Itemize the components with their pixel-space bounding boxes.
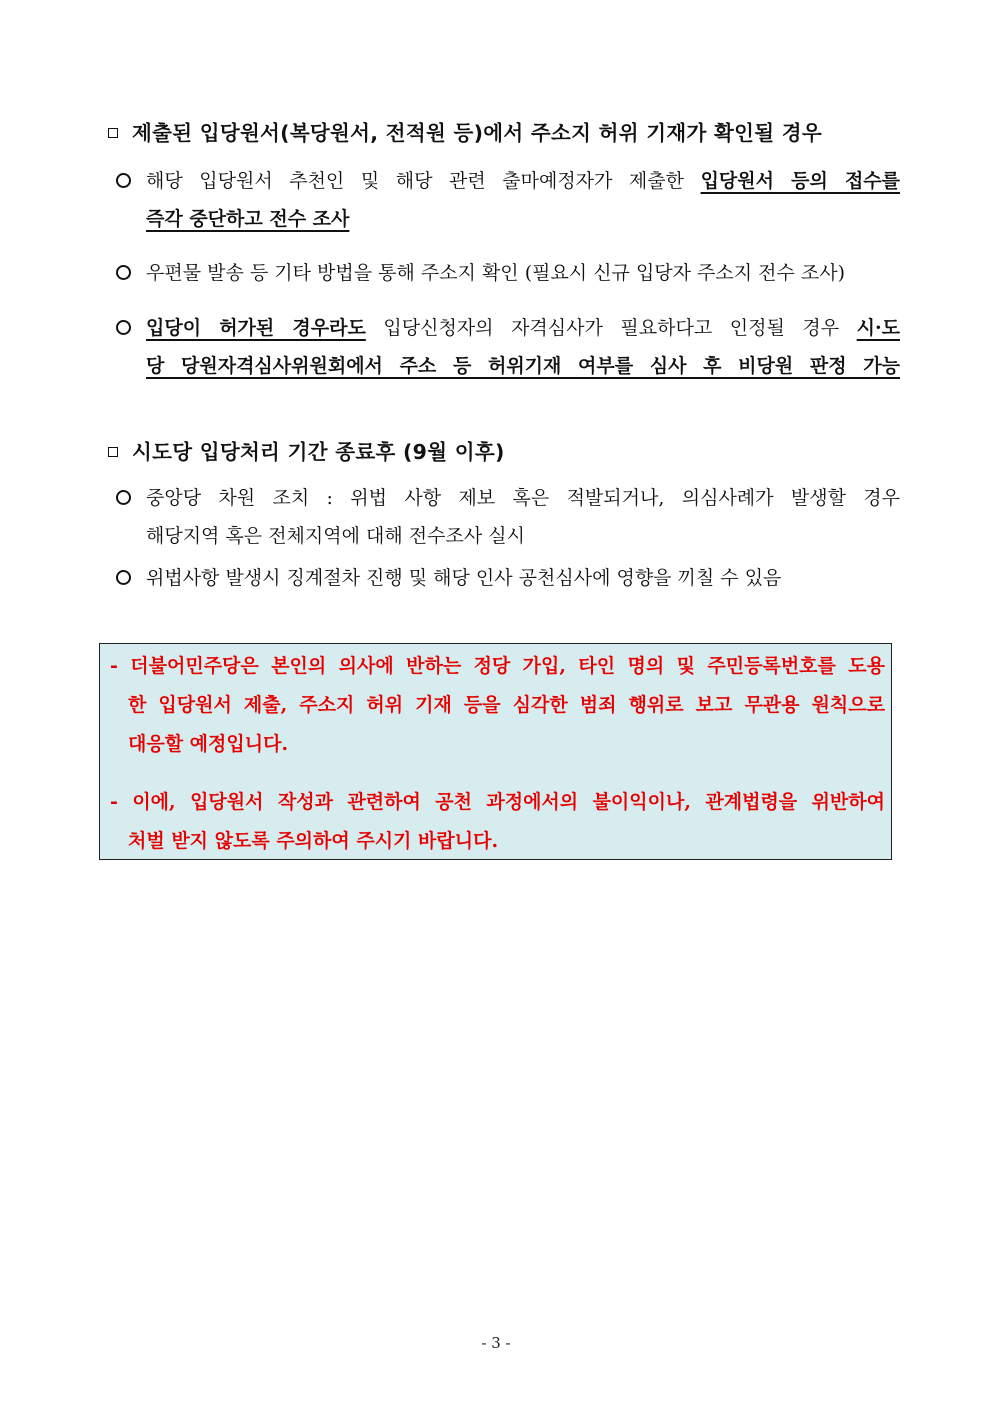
- circle-bullet-icon: [116, 320, 131, 335]
- circle-bullet-icon: [116, 570, 131, 585]
- notice-paragraph-zero-tolerance: [110, 647, 885, 764]
- notice-paragraph-caution: [110, 783, 885, 861]
- notice-line: 대응할 예정입니다.: [128, 733, 289, 755]
- section-heading-text: 시도당 입당처리 기간 종료후 (9월 이후): [132, 440, 505, 464]
- circle-bullet-icon: [116, 173, 131, 188]
- bullet-text: 중앙당 차원 조치 : 위법 사항 제보 혹은 적발되거나, 의심사례가 발생할 경우: [146, 487, 900, 509]
- section-heading-address-false-entry: [108, 116, 908, 146]
- warning-notice-box: [99, 643, 892, 860]
- bullet-text: 해당 입당원서 추천인 및 해당 관련 출마예정자가 제출한: [146, 170, 701, 192]
- bullet-text: 위법사항 발생시 징계절차 진행 및 해당 인사 공천심사에 영향을 끼칠 수 있음: [146, 567, 782, 589]
- checkbox-square-icon: [108, 447, 118, 457]
- bullet-text: 해당지역 혹은 전체지역에 대해 전수조사 실시: [146, 525, 525, 547]
- bullet-text: 우편물 발송 등 기타 방법을 통해 주소지 확인 (필요시 신규 입당자 주소지 전수 조사): [146, 262, 846, 284]
- bullet-item-qualification-review: [116, 309, 900, 385]
- section-heading-after-period: [108, 435, 908, 465]
- notice-line: 한 입당원서 제출, 주소지 허위 기재 등을 심각한 범죄 행위로 보고 무관용 원칙으로: [128, 694, 885, 716]
- section-heading-text: 제출된 입당원서(복당원서, 전적원 등)에서 주소지 허위 기재가 확인될 경우: [132, 121, 823, 145]
- circle-bullet-icon: [116, 265, 131, 280]
- bullet-emphasis: 즉각 중단하고 전수 조사: [146, 208, 350, 230]
- checkbox-square-icon: [108, 128, 118, 138]
- bullet-emphasis: 당 당원자격심사위원회에서 주소 등 허위기재 여부를 심사 후 비당원 판정 가능: [146, 355, 900, 377]
- bullet-emphasis: 시·도: [856, 317, 900, 339]
- bullet-text: 입당신청자의 자격심사가 필요하다고 인정될 경우: [365, 317, 857, 339]
- bullet-emphasis: 입당원서 등의 접수를: [700, 170, 901, 192]
- bullet-emphasis: 입당이 허가된 경우라도: [146, 317, 366, 339]
- bullet-item-disciplinary-impact: [116, 559, 900, 597]
- bullet-item-address-verification: [116, 254, 900, 292]
- notice-line: 처벌 받지 않도록 주의하여 주시기 바랍니다.: [128, 830, 499, 852]
- page-number: - 3 -: [481, 1334, 511, 1352]
- bullet-item-suspend-and-investigate: [116, 162, 900, 238]
- circle-bullet-icon: [116, 490, 131, 505]
- bullet-item-central-party-measures: [116, 479, 900, 555]
- notice-line: - 더불어민주당은 본인의 의사에 반하는 정당 가입, 타인 명의 및 주민등록번호를 도용: [110, 655, 885, 677]
- notice-line: - 이에, 입당원서 작성과 관련하여 공천 과정에서의 불이익이나, 관계법령을 위반하여: [110, 791, 885, 813]
